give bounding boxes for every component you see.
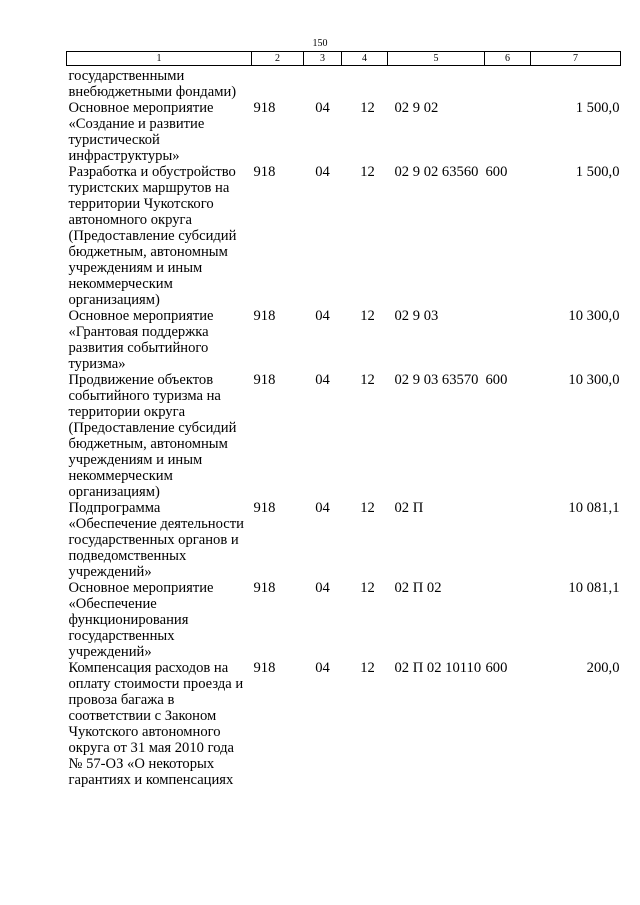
row-section-code: 04 <box>315 308 330 324</box>
table-row <box>67 660 621 788</box>
row-target-article: 02 П 02 <box>394 580 442 596</box>
row-amount: 10 300,0 <box>568 308 620 324</box>
table-row <box>67 580 621 660</box>
row-subsection-code <box>342 66 388 101</box>
row-subsection-code: 12 <box>360 500 375 516</box>
row-expense-type <box>485 66 531 101</box>
row-subsection-code: 12 <box>360 308 375 324</box>
row-expense-type <box>485 100 531 164</box>
row-amount <box>531 66 621 101</box>
row-amount: 200,0 <box>586 660 620 676</box>
table-row <box>67 372 621 500</box>
row-name: Продвижение объектов событийного туризма на территории округа (Предоставление субсидий бюджетным, автономным учреждениям и иным некоммерческим организациям) <box>68 372 237 500</box>
row-department-code: 918 <box>253 580 276 596</box>
row-amount: 1 500,0 <box>575 164 620 180</box>
row-section-code: 04 <box>315 500 330 516</box>
row-name: Компенсация расходов на оплату стоимости проезда и провоза багажа в соответствии с Законом Чукотского автономного округа от 31 мая 2010 года № 57-ОЗ «О некоторых гарантиях и компенсациях <box>68 660 244 788</box>
row-department-code: 918 <box>253 500 276 516</box>
row-section-code: 04 <box>315 660 330 676</box>
row-expense-type <box>485 580 531 660</box>
row-name: государственными внебюджетными фондами) <box>68 68 237 100</box>
row-department-code: 918 <box>253 660 276 676</box>
row-target-article: 02 9 02 <box>394 100 439 116</box>
column-header-4: 4 <box>342 52 388 66</box>
column-header-5: 5 <box>388 52 485 66</box>
row-section-code <box>304 66 342 101</box>
row-section-code: 04 <box>315 164 330 180</box>
table-body <box>67 66 621 789</box>
row-subsection-code: 12 <box>360 660 375 676</box>
row-target-article: 02 9 03 63570 <box>394 372 479 388</box>
row-amount: 10 081,1 <box>568 500 620 516</box>
table-row <box>67 308 621 372</box>
row-expense-type <box>485 308 531 372</box>
page-number: 150 <box>312 38 328 49</box>
column-header-3: 3 <box>304 52 342 66</box>
row-name: Основное мероприятие «Создание и развитие туристической инфраструктуры» <box>68 100 214 164</box>
column-header-1: 1 <box>67 52 252 66</box>
table-row <box>67 100 621 164</box>
row-section-code: 04 <box>315 100 330 116</box>
table-row <box>67 66 621 101</box>
row-expense-type: 600 <box>485 660 508 676</box>
table-row <box>67 500 621 580</box>
table-row <box>67 164 621 308</box>
row-name: Основное мероприятие «Грантовая поддержка развития событийного туризма» <box>68 308 214 372</box>
row-target-article: 02 П 02 10110 <box>394 660 482 676</box>
column-header-7: 7 <box>531 52 621 66</box>
row-department-code: 918 <box>253 164 276 180</box>
budget-table <box>66 51 621 788</box>
row-section-code: 04 <box>315 372 330 388</box>
row-subsection-code: 12 <box>360 100 375 116</box>
row-target-article <box>388 66 485 101</box>
row-expense-type <box>485 500 531 580</box>
row-department-code: 918 <box>253 372 276 388</box>
column-header-6: 6 <box>485 52 531 66</box>
row-expense-type: 600 <box>485 164 508 180</box>
row-target-article: 02 9 02 63560 <box>394 164 479 180</box>
header-row <box>67 52 621 66</box>
column-number-header <box>67 52 621 66</box>
row-amount: 10 081,1 <box>568 580 620 596</box>
row-subsection-code: 12 <box>360 580 375 596</box>
row-department-code: 918 <box>253 308 276 324</box>
row-target-article: 02 П <box>394 500 424 516</box>
row-name: Подпрограмма «Обеспечение деятельности государственных органов и подведомственных учреждений» <box>68 500 244 580</box>
row-subsection-code: 12 <box>360 372 375 388</box>
column-header-2: 2 <box>252 52 304 66</box>
row-amount: 1 500,0 <box>575 100 620 116</box>
row-department-code: 918 <box>253 100 276 116</box>
row-amount: 10 300,0 <box>568 372 620 388</box>
row-name: Разработка и обустройство туристских маршрутов на территории Чукотского автономного округа (Предоставление субсидий бюджетным, автономным учреждениям и иным некоммерческим организациям) <box>68 164 237 308</box>
row-target-article: 02 9 03 <box>394 308 439 324</box>
row-expense-type: 600 <box>485 372 508 388</box>
row-section-code: 04 <box>315 580 330 596</box>
row-department-code <box>252 66 304 101</box>
row-name: Основное мероприятие «Обеспечение функционирования государственных учреждений» <box>68 580 214 660</box>
row-subsection-code: 12 <box>360 164 375 180</box>
